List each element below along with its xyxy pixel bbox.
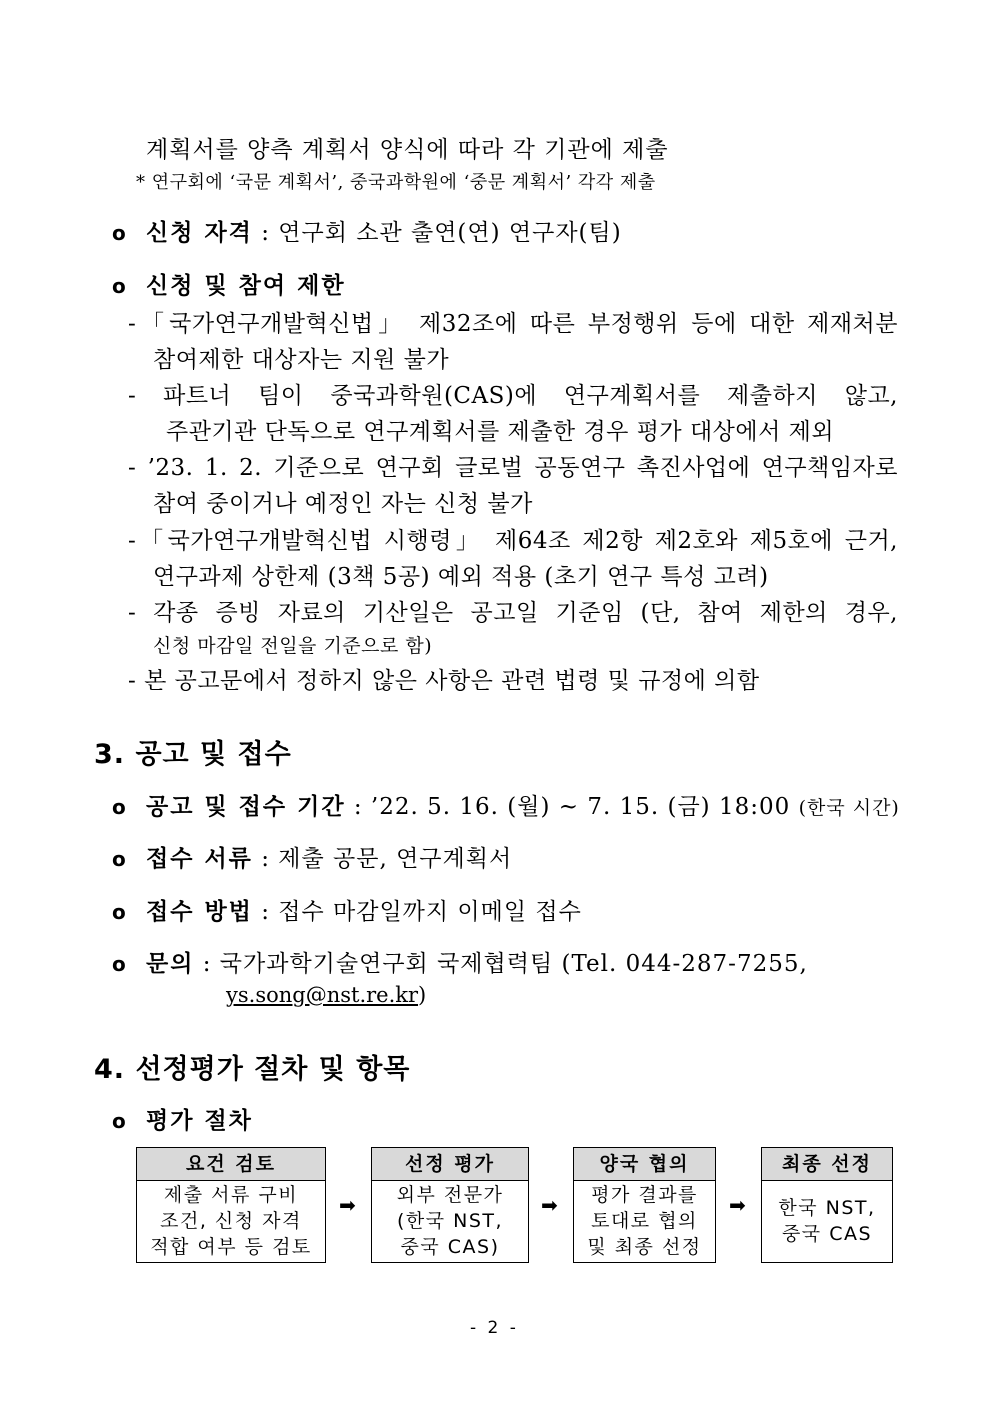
documents-label: 접수 서류 [146,846,253,872]
arrow-right-icon: ➡ [339,1193,356,1217]
arrow-right-icon: ➡ [541,1193,558,1217]
period-text: : ’22. 5. 16. (월) ~ 7. 15. (금) 18:00 [353,794,791,820]
restriction-line: 참여 중이거나 예정인 자는 신청 불가 [153,491,533,517]
intro-note: * 연구회에 ‘국문 계획서’, 중국과학원에 ‘중문 계획서’ 각각 제출 [136,172,656,193]
period-suffix: (한국 시간) [798,797,900,819]
step-final-selection [761,1147,893,1263]
restriction-line: - 파트너 팀이 중국과학원(CAS)에 연구계획서를 제출하지 않고, [128,383,898,409]
restriction-line: 주관기관 단독으로 연구계획서를 제출한 경우 평가 대상에서 제외 [166,419,835,445]
step-line: 적합 여부 등 검토 [150,1236,312,1258]
bullet-marker: o [112,274,127,298]
step-body [762,1181,892,1261]
inquiry-close: ) [418,983,427,1007]
method-item [112,893,582,926]
page-number: - 2 - [470,1318,519,1338]
step-body [372,1181,528,1261]
step-line: (한국 NST, [396,1210,504,1232]
bullet-marker: o [112,1109,127,1133]
step-title: 최종 선정 [762,1148,892,1181]
inquiry-item [112,945,808,978]
section-4-title: 4. 선정평가 절차 및 항목 [94,1054,411,1085]
step-body [574,1181,715,1261]
step-title: 요건 검토 [137,1148,325,1181]
step-title: 양국 협의 [574,1148,715,1181]
step-line: 중국 CAS) [400,1236,500,1258]
inquiry-label: 문의 [146,951,195,977]
restrictions-label: 신청 및 참여 제한 [146,273,346,299]
intro-line: 계획서를 양측 계획서 양식에 따라 각 기관에 제출 [146,137,669,163]
eligibility-label: 신청 자격 [146,220,253,246]
step-line: 외부 전문가 [396,1184,504,1206]
restrictions-heading [112,267,346,300]
method-label: 접수 방법 [146,899,253,925]
documents-text: : 제출 공문, 연구계획서 [261,846,513,872]
documents-item [112,840,512,873]
procedure-label: 평가 절차 [146,1108,253,1134]
arrow-right-icon: ➡ [729,1193,746,1217]
email-link[interactable]: ys.song@nst.re.kr [226,983,419,1007]
inquiry-text: : 국가과학기술연구회 국제협력팀 (Tel. 044-287-7255, [202,951,808,977]
step-bilateral-consultation [573,1147,716,1263]
bullet-marker: o [112,795,127,819]
eligibility-item [112,214,622,247]
eligibility-text: : 연구회 소관 출연(연) 연구자(팀) [261,220,622,246]
procedure-heading [112,1102,253,1135]
inquiry-email-line [226,983,426,1007]
step-line: 토대로 협의 [591,1210,698,1232]
period-item [112,788,900,821]
step-selection-evaluation [371,1147,529,1263]
period-label: 공고 및 접수 기간 [146,794,346,820]
restriction-line: -「국가연구개발혁신법」 제32조에 따른 부정행위 등에 대한 제재처분 [128,311,898,337]
restriction-line: - 본 공고문에서 정하지 않은 사항은 관련 법령 및 규정에 의함 [128,668,760,694]
step-line: 조건, 신청 자격 [160,1210,302,1232]
bullet-marker: o [112,952,127,976]
step-line: 중국 CAS [781,1223,873,1245]
step-body [137,1181,325,1261]
bullet-marker: o [112,221,127,245]
restriction-line: 참여제한 대상자는 지원 불가 [153,347,450,373]
step-line: 평가 결과를 [591,1184,698,1206]
section-3-title: 3. 공고 및 접수 [94,739,292,770]
restriction-line: 신청 마감일 전일을 기준으로 함) [153,635,433,657]
restriction-line: 연구과제 상한제 (3책 5공) 예외 적용 (초기 연구 특성 고려) [153,564,769,590]
restriction-line: - ’23. 1. 2. 기준으로 연구회 글로벌 공동연구 촉진사업에 연구책임자로 [128,455,898,481]
restriction-line: - 각종 증빙 자료의 기산일은 공고일 기준임 (단, 참여 제한의 경우, [128,600,898,626]
step-title: 선정 평가 [372,1148,528,1181]
bullet-marker: o [112,900,127,924]
restriction-line: -「국가연구개발혁신법 시행령」 제64조 제2항 제2호와 제5호에 근거, [128,528,898,554]
method-text: : 접수 마감일까지 이메일 접수 [261,899,582,925]
bullet-marker: o [112,847,127,871]
step-line: 및 최종 선정 [587,1236,702,1258]
step-line: 한국 NST, [778,1197,876,1219]
step-requirement-review [136,1147,326,1263]
step-line: 제출 서류 구비 [163,1184,299,1206]
